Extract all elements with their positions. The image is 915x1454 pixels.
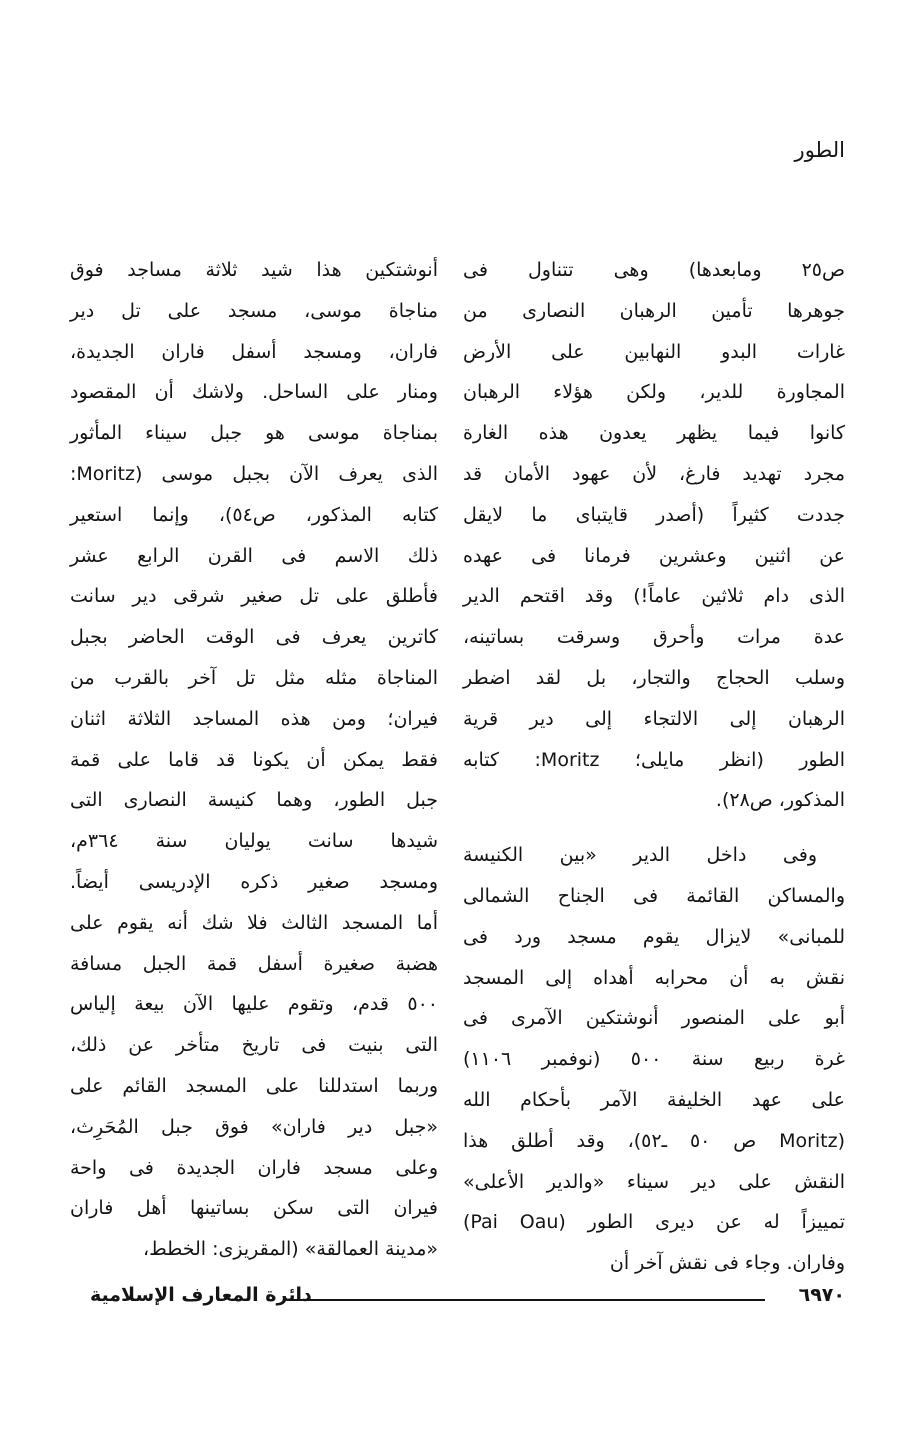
text-line: عدة مرات وأحرق وسرقت بساتينه، [463, 626, 845, 649]
text-line: المجاورة للدير، ولكن هؤلاء الرهبان [463, 381, 845, 404]
text-line: فاران، ومسجد أسفل فاران الجديدة، [70, 340, 438, 363]
text-line: «جبل دير فاران» فوق جبل المُحَرِث، [70, 1115, 438, 1138]
paragraph-gap [463, 821, 845, 835]
text-line: غارات البدو النهابين على الأرض [463, 340, 845, 363]
text-line: الرهبان إلى الالتجاء إلى دير قرية [463, 707, 845, 730]
text-line: ومنار على الساحل. ولاشك أن المقصود [70, 381, 438, 404]
left-text-column [70, 250, 438, 1270]
text-line: مناجاة موسى، مسجد على تل دير [70, 299, 438, 322]
text-line: كانوا فيما يظهر يعدون هذه الغارة [463, 422, 845, 445]
text-line: نقش به أن محرابه أهداه إلى المسجد [463, 966, 845, 989]
text-line: جددت كثيراً (أصدر قايتباى ما لايقل [463, 503, 845, 526]
text-line: كتابه المذكور، ص٥٤)، وإنما استعير [70, 503, 438, 526]
running-head-title: الطور [794, 138, 845, 162]
text-line: ذلك الاسم فى القرن الرابع عشر [70, 544, 438, 567]
text-line: أما المسجد الثالث فلا شك أنه يقوم على [70, 911, 438, 934]
text-line: (Moritz ص ٥٠ ـ٥٢)، وقد أطلق هذا [463, 1129, 846, 1152]
text-line: الذى دام ثلاثين عاماً!) وقد اقتحم الدير [463, 585, 845, 608]
text-line: جبل الطور، وهما كنيسة النصارى التى [70, 789, 438, 812]
text-line: جوهرها تأمين الرهبان النصارى من [463, 299, 845, 322]
text-line: فيران؛ ومن هذه المساجد الثلاثة اثنان [70, 707, 438, 730]
text-line: أنوشتكين هذا شيد ثلاثة مساجد فوق [70, 259, 438, 281]
text-line: المناجاة مثله مثل تل آخر بالقرب من [70, 666, 438, 689]
right-text-column [463, 250, 845, 1284]
text-line: ص٢٥ ومابعدها) وهى تتناول فى [463, 259, 845, 281]
text-line: غرة ربيع سنة ٥٠٠ (نوفمبر ١١٠٦) [463, 1048, 845, 1071]
text-line: النقش على دير سيناء «والدير الأعلى» [463, 1170, 845, 1193]
journal-title: دائرة المعارف الإسلامية [90, 1284, 312, 1306]
text-line: شيدها سانت يوليان سنة ٣٦٤م، [70, 830, 438, 853]
text-line: كاترين يعرف فى الوقت الحاضر بجبل [70, 626, 438, 649]
text-line: تمييزاً له عن ديرى الطور (Pai Oau) [463, 1211, 845, 1234]
page-footer [90, 1284, 845, 1314]
text-line: فأطلق على تل صغير شرقى دير سانت [70, 585, 438, 608]
footer-divider [290, 1299, 765, 1301]
text-line: ومسجد صغير ذكره الإدريسى أيضاً. [70, 870, 438, 893]
text-line: الذى يعرف الآن بجبل موسى (Moritz: [70, 462, 438, 485]
text-line: مجرد تهديد فارغ، لأن عهود الأمان قد [463, 462, 845, 485]
text-line: فيران التى سكن بساتينها أهل فاران [70, 1197, 438, 1220]
text-line: عن اثنين وعشرين فرمانا فى عهده [463, 544, 845, 567]
text-line: التى بنيت فى تاريخ متأخر عن ذلك، [70, 1034, 438, 1057]
text-line: بمناجاة موسى هو جبل سيناء المأثور [70, 422, 438, 445]
text-line: الطور (انظر مايلى؛ Moritz: كتابه [463, 748, 845, 771]
text-line: «مدينة العمالقة» (المقريزى: الخطط، [142, 1238, 438, 1261]
text-line: على عهد الخليفة الآمر بأحكام الله [463, 1088, 845, 1111]
text-line: وربما استدللنا على المسجد القائم على [70, 1074, 438, 1097]
text-line: وسلب الحجاج والتجار، بل لقد اضطر [463, 666, 845, 689]
text-line: ٥٠٠ قدم، وتقوم عليها الآن بيعة إلياس [70, 993, 438, 1016]
text-line: والمساكن القائمة فى الجناح الشمالى [463, 884, 845, 907]
text-line: وفى داخل الدير «بين الكنيسة [463, 844, 817, 867]
text-line: فقط يمكن أن يكونا قد قاما على قمة [70, 748, 438, 771]
text-line: أبو على المنصور أنوشتكين الآمرى فى [463, 1007, 845, 1030]
text-line: المذكور، ص٢٨). [715, 789, 845, 812]
text-line: وعلى مسجد فاران الجديدة فى واحة [70, 1156, 438, 1179]
text-line: هضبة صغيرة أسفل قمة الجبل مسافة [70, 952, 438, 975]
text-line: للمبانى» لايزال يقوم مسجد ورد فى [463, 925, 845, 948]
page-number: ٦٩٧٠ [798, 1284, 845, 1306]
text-line: وفاران. وجاء فى نقش آخر أن [609, 1252, 845, 1275]
